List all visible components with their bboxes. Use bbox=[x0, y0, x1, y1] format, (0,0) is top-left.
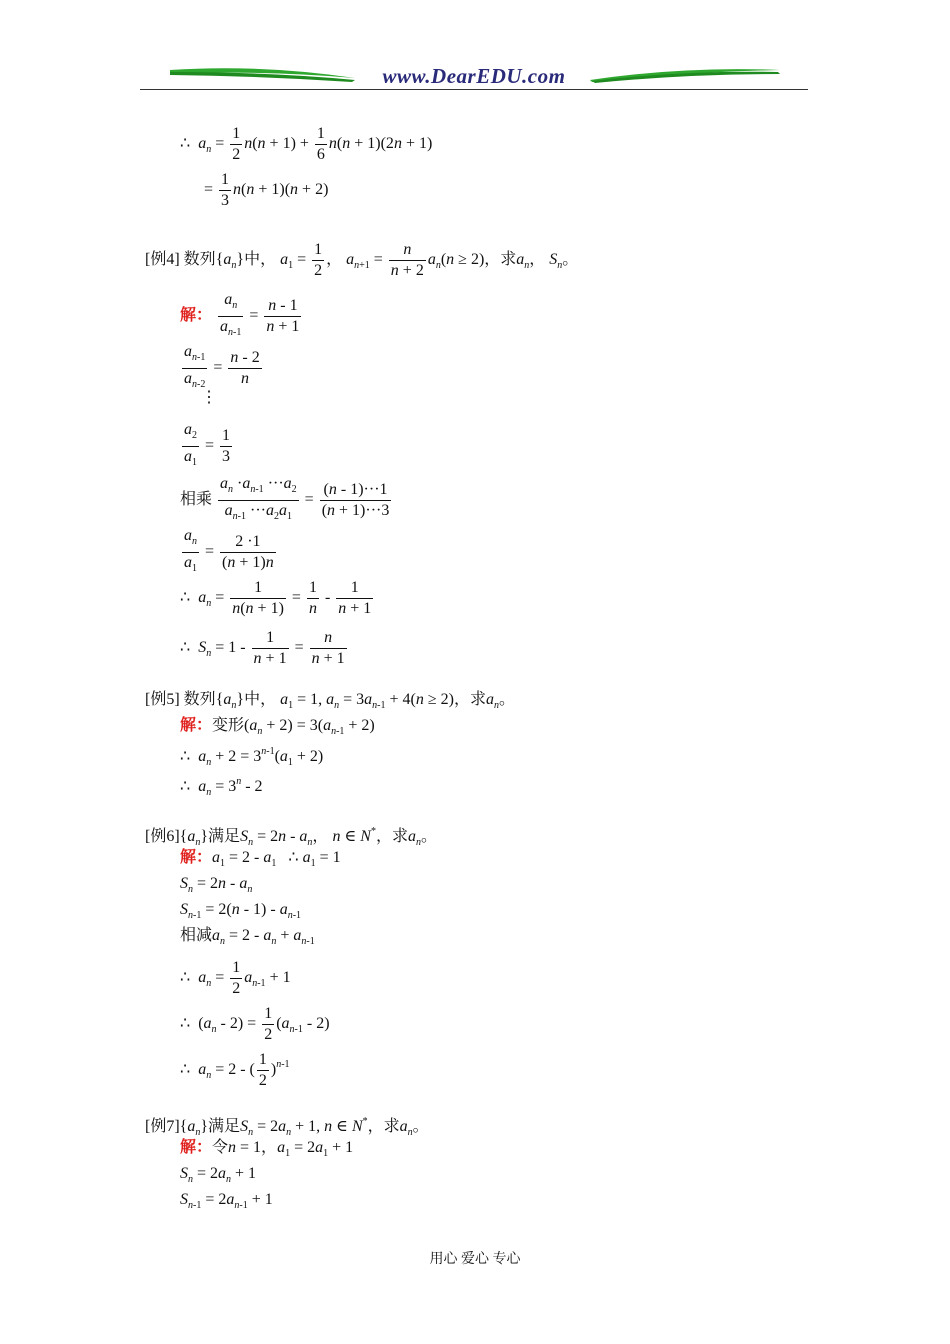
math-line: $\frac{a_{n-1}}{a_{n-2}}$ = $\frac{n - 2}{n}$ bbox=[180, 342, 264, 395]
vdots: ⋮ bbox=[201, 389, 217, 406]
solution-line: 解： $\frac{a_n}{a_{n-1}}$ = $\frac{n - 1}{n + 1}$ bbox=[180, 290, 303, 343]
solution-label: 解： bbox=[180, 1139, 213, 1156]
solution-line: 解：变形$(a_n + 2) = 3(a_{n-1} + 2)$ bbox=[180, 717, 375, 737]
solution-line: 解：令n = 1，$a_1 = 2a_1 + 1$ bbox=[180, 1139, 354, 1159]
math-line: 相乘 $\frac{a_n \cdot a_{n-1} \cdot\cdot\cdot a_2}{a_{n-1} \cdot\cdot\cdot a_2a_1}$ = $\frac{(n - 1)\cdot\cdot\cdot 1}{(n + 1)\cdot\cdot\cdot 3}$ bbox=[180, 474, 393, 527]
math-line: $S_{n-1} = 2(n - 1) - a_{n-1}$ bbox=[180, 901, 302, 921]
math-line: $\frac{a_n}{a_1}$ = $\frac{2 \cdot 1}{(n + 1)n}$ bbox=[180, 526, 278, 579]
example-6-problem: [例$6]\{a_n\}$满足$S_n = 2n - a_n$， n ∈ N*，求$a_n$。 bbox=[145, 826, 437, 848]
math-line: ∴ $a_n = 2$ - ( $\frac{1}{2}$ )$^{n-1}$ bbox=[180, 1051, 290, 1089]
example-5-problem: [例5] 数列$\{a_n\}$中， $a_1 = 1$, $a_n = 3a_{n-1} + 4(n \ge 2)$，求$a_n$。 bbox=[145, 691, 515, 711]
math-line: $S_{n-1} = 2a_{n-1} + 1$ bbox=[180, 1191, 273, 1211]
math-line: = $\frac{1}{3}$ n(n + 1)(n + 2) bbox=[204, 171, 329, 209]
math-line: ∴ $a_n + 2 = 3^{n-1}(a_1 + 2)$ bbox=[180, 746, 324, 768]
page-footer: 用心 爱心 专心 bbox=[429, 1252, 521, 1267]
site-logo: www.DearEDU.com bbox=[382, 64, 566, 88]
math-line: 相减$a_n = 2 - a_n + a_{n-1}$ bbox=[180, 927, 315, 947]
math-line: $S_n = 2a_n + 1$ bbox=[180, 1165, 257, 1185]
example-7-problem: [例$7]\{a_n\}$满足$S_n = 2a_n + 1$, n ∈ N*，求$a_n$。 bbox=[145, 1116, 429, 1138]
math-line: $S_n = 2n - a_n$ bbox=[180, 875, 253, 895]
math-line: ∴ $a_n = 3^n - 2$ bbox=[180, 776, 263, 798]
math-line: ∴ $a_n$ = $\frac{1}{n(n + 1)}$ = $\frac{1}{n}$ - $\frac{1}{n + 1}$ bbox=[180, 579, 372, 617]
math-line: ∴ $a_n$ = $\frac{1}{2}$ n(n + 1) + $\frac{1}{6}$ n(n + 1)(2n + 1) bbox=[180, 125, 433, 163]
math-line: ∴ $S_n = 1$ - $\frac{1}{n + 1}$ = $\frac{n}{n + 1}$ bbox=[180, 629, 345, 667]
solution-line: 解：$a_1 = 2 - a_1$ ∴ $a_1 = 1$ bbox=[180, 849, 341, 869]
page-header bbox=[140, 62, 808, 92]
header-rule bbox=[140, 89, 808, 90]
solution-label: 解： bbox=[180, 307, 213, 325]
example-4-problem: [例4] 数列$\{a_n\}$中， $a_1$ = $\frac{1}{2}$ ， $a_{n+1}$ = $\frac{n}{n + 2}$ $a_n(n \ge 2)$，求$a_n$， $S_n$。 bbox=[145, 241, 579, 279]
math-line: ∴ $(a_n - 2)$ = $\frac{1}{2}$ $(a_{n-1} - 2)$ bbox=[180, 1005, 330, 1043]
math-line: $\frac{a_2}{a_1}$ = $\frac{1}{3}$ bbox=[180, 420, 234, 473]
math-line: ∴ $a_n$ = $\frac{1}{2}$ $a_{n-1} + 1$ bbox=[180, 959, 291, 997]
solution-label: 解： bbox=[180, 717, 213, 734]
solution-label: 解： bbox=[180, 849, 213, 866]
